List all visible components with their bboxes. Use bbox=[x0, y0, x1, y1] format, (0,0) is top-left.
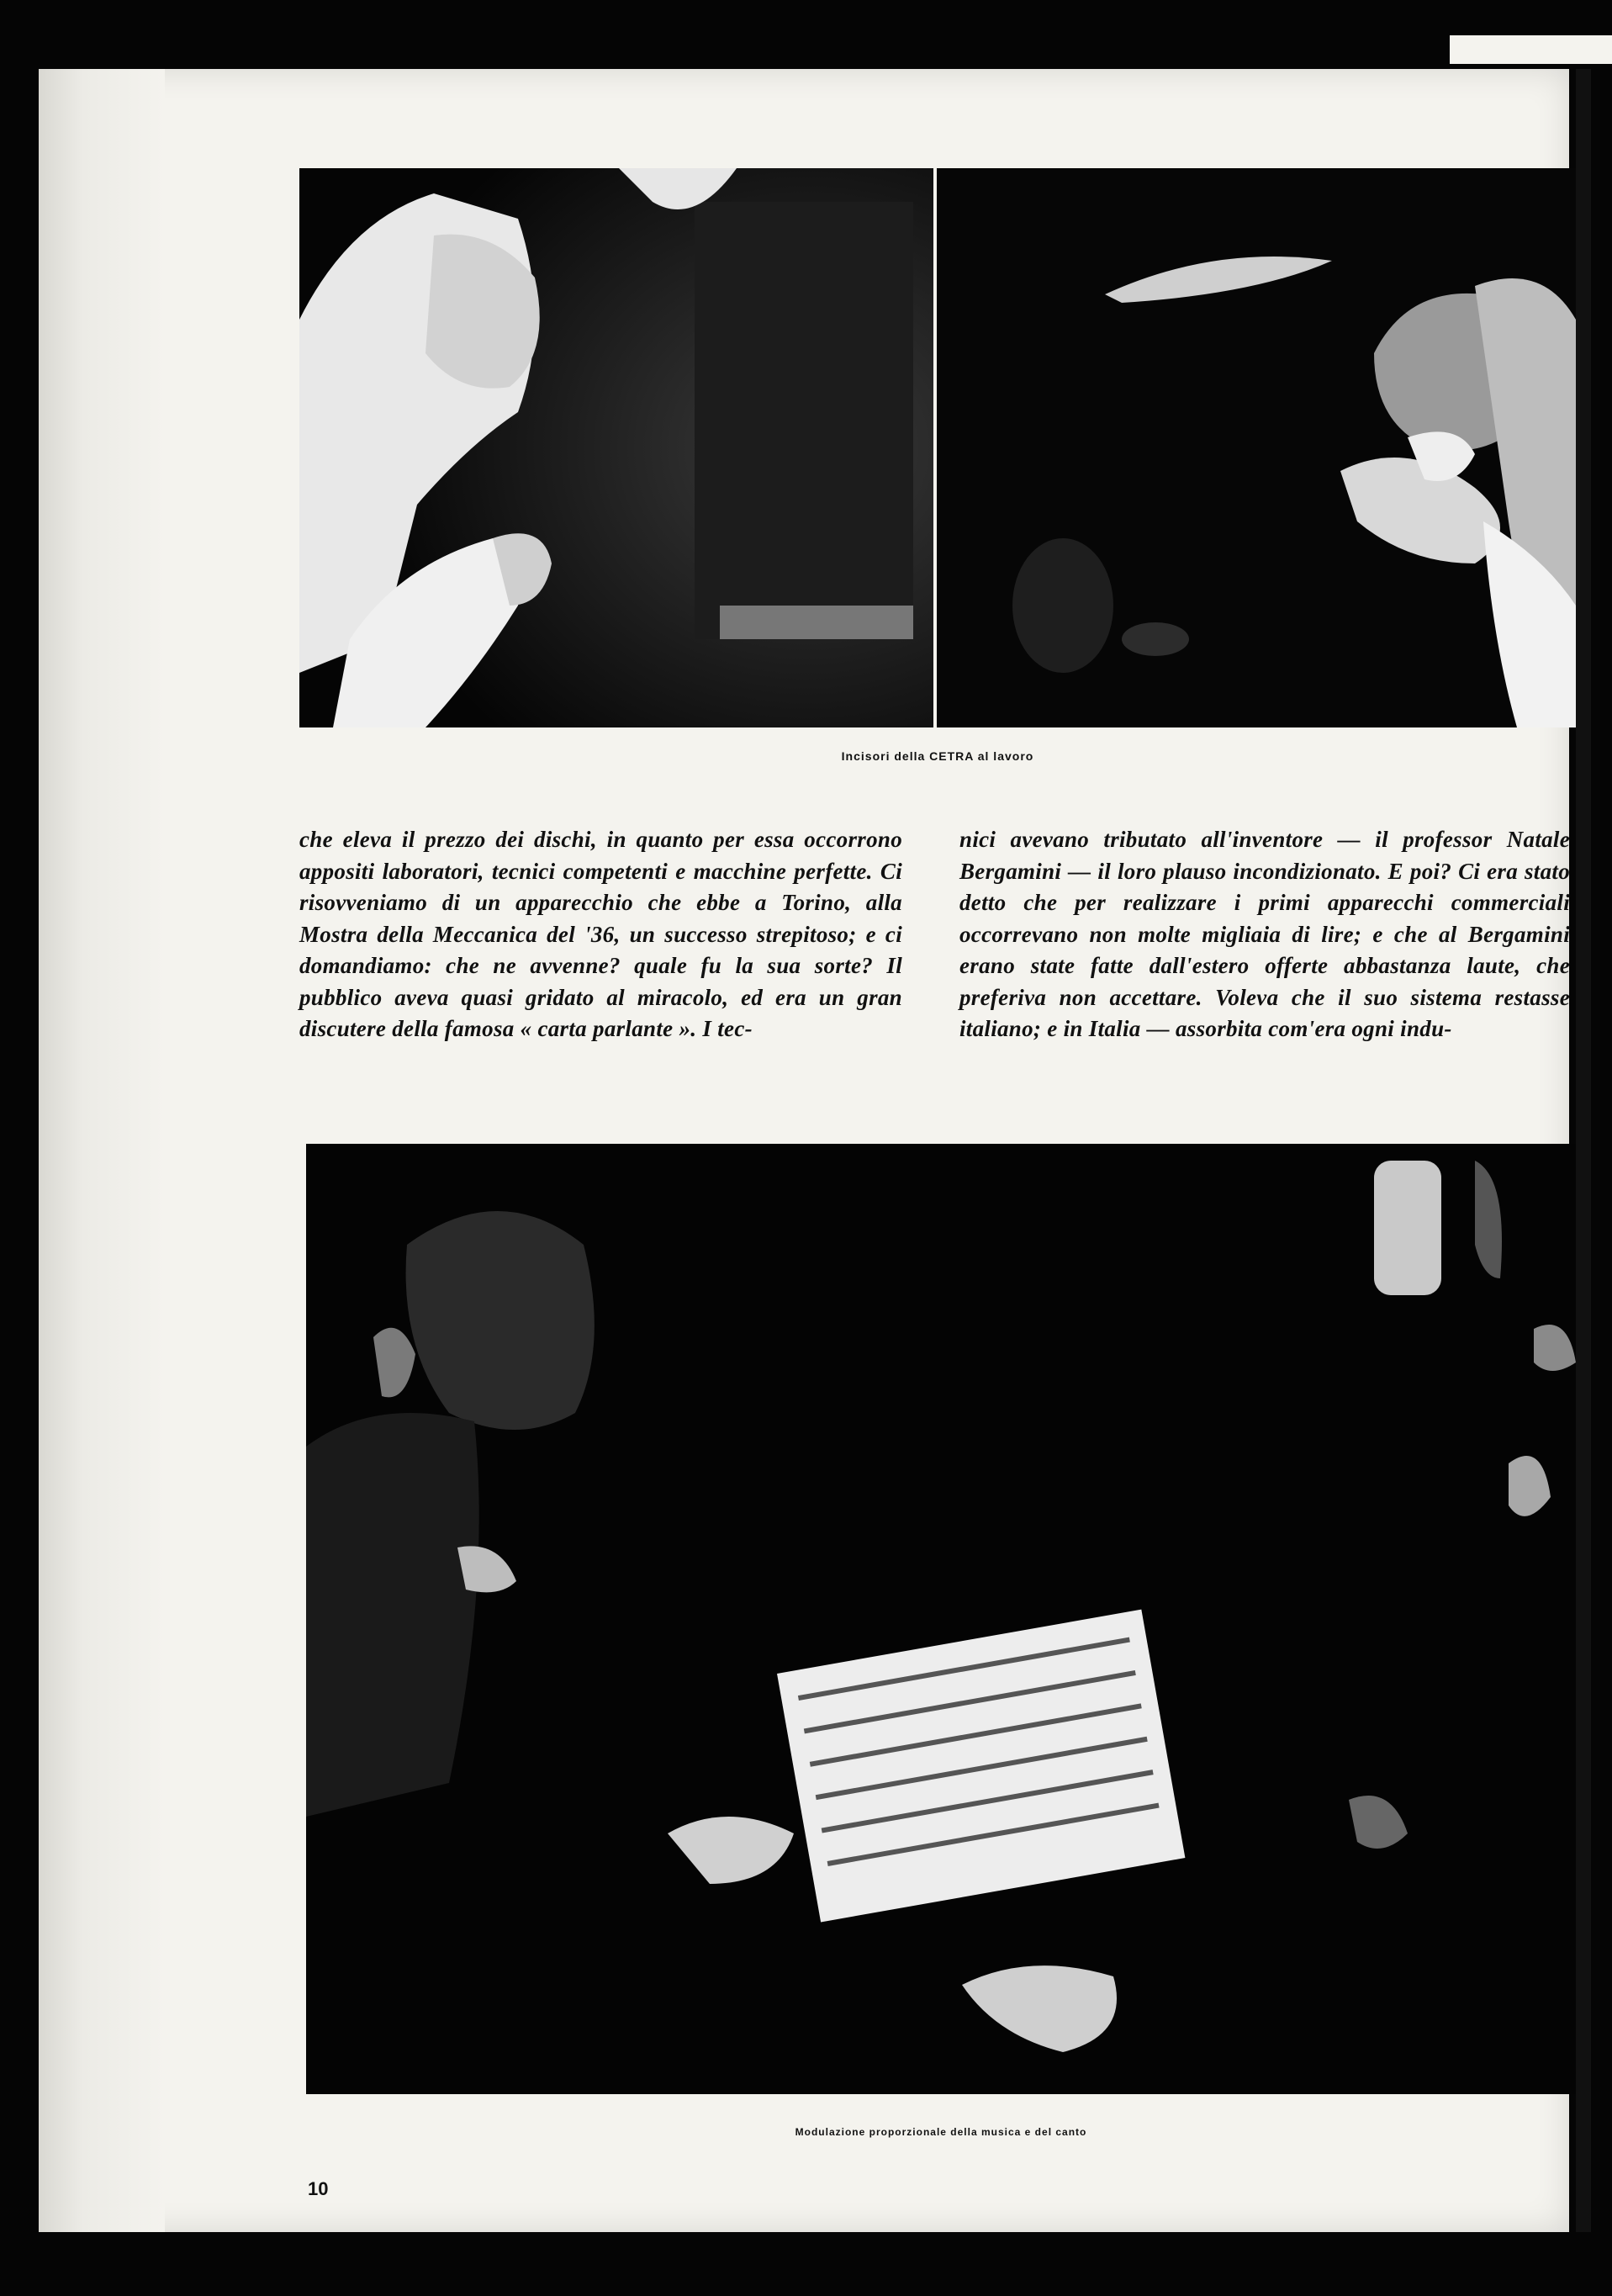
caption-bottom: Modulazione proporzionale della musica e del canto bbox=[795, 2126, 1087, 2138]
page-corner-edge bbox=[1450, 35, 1612, 64]
photo-engraver-left-image bbox=[299, 168, 933, 727]
caption-top: Incisori della CETRA al lavoro bbox=[841, 749, 1034, 763]
photo-musician-reading-score-image bbox=[306, 1144, 1576, 2094]
photo-musician-reading-score bbox=[306, 1144, 1576, 2094]
photo-engraver-right bbox=[937, 168, 1576, 727]
photo-engraver-right-image bbox=[937, 168, 1576, 727]
page-number: 10 bbox=[308, 2178, 329, 2199]
article-column-left: che eleva il prezzo dei dischi, in quanto per essa occorrono appositi laboratori, tecnici competenti e macchine perfette. Ci risovveniamo di un apparecchio che ebbe a Torino, alla Mostra della Meccanica del '36, un successo strepitoso; e ci domandiamo: che ne avvenne? quale fu la sua sorte? Il pubblico aveva quasi gridato al miracolo, ed era un gran discutere della famosa « carta parlante ». I tec- bbox=[299, 827, 902, 1041]
photo-engraver-left bbox=[299, 168, 933, 727]
page-right-edge bbox=[1576, 69, 1591, 2232]
article-column-right: nici avevano tributato all'inventore — il professor Natale Bergamini — il loro plauso incondizionato. E poi? Ci era stato detto che per realizzare i primi apparecchi commerciali occorrevano non molte migliaia di lire; e che al Bergamini erano state fatte dall'estero offerte abbastanza laute, che preferiva non accettare. Voleva che il suo sistema restasse italiano; e in Italia — assorbita com'era ogni indu- bbox=[959, 827, 1570, 1041]
page-spine-shadow bbox=[39, 69, 165, 2232]
